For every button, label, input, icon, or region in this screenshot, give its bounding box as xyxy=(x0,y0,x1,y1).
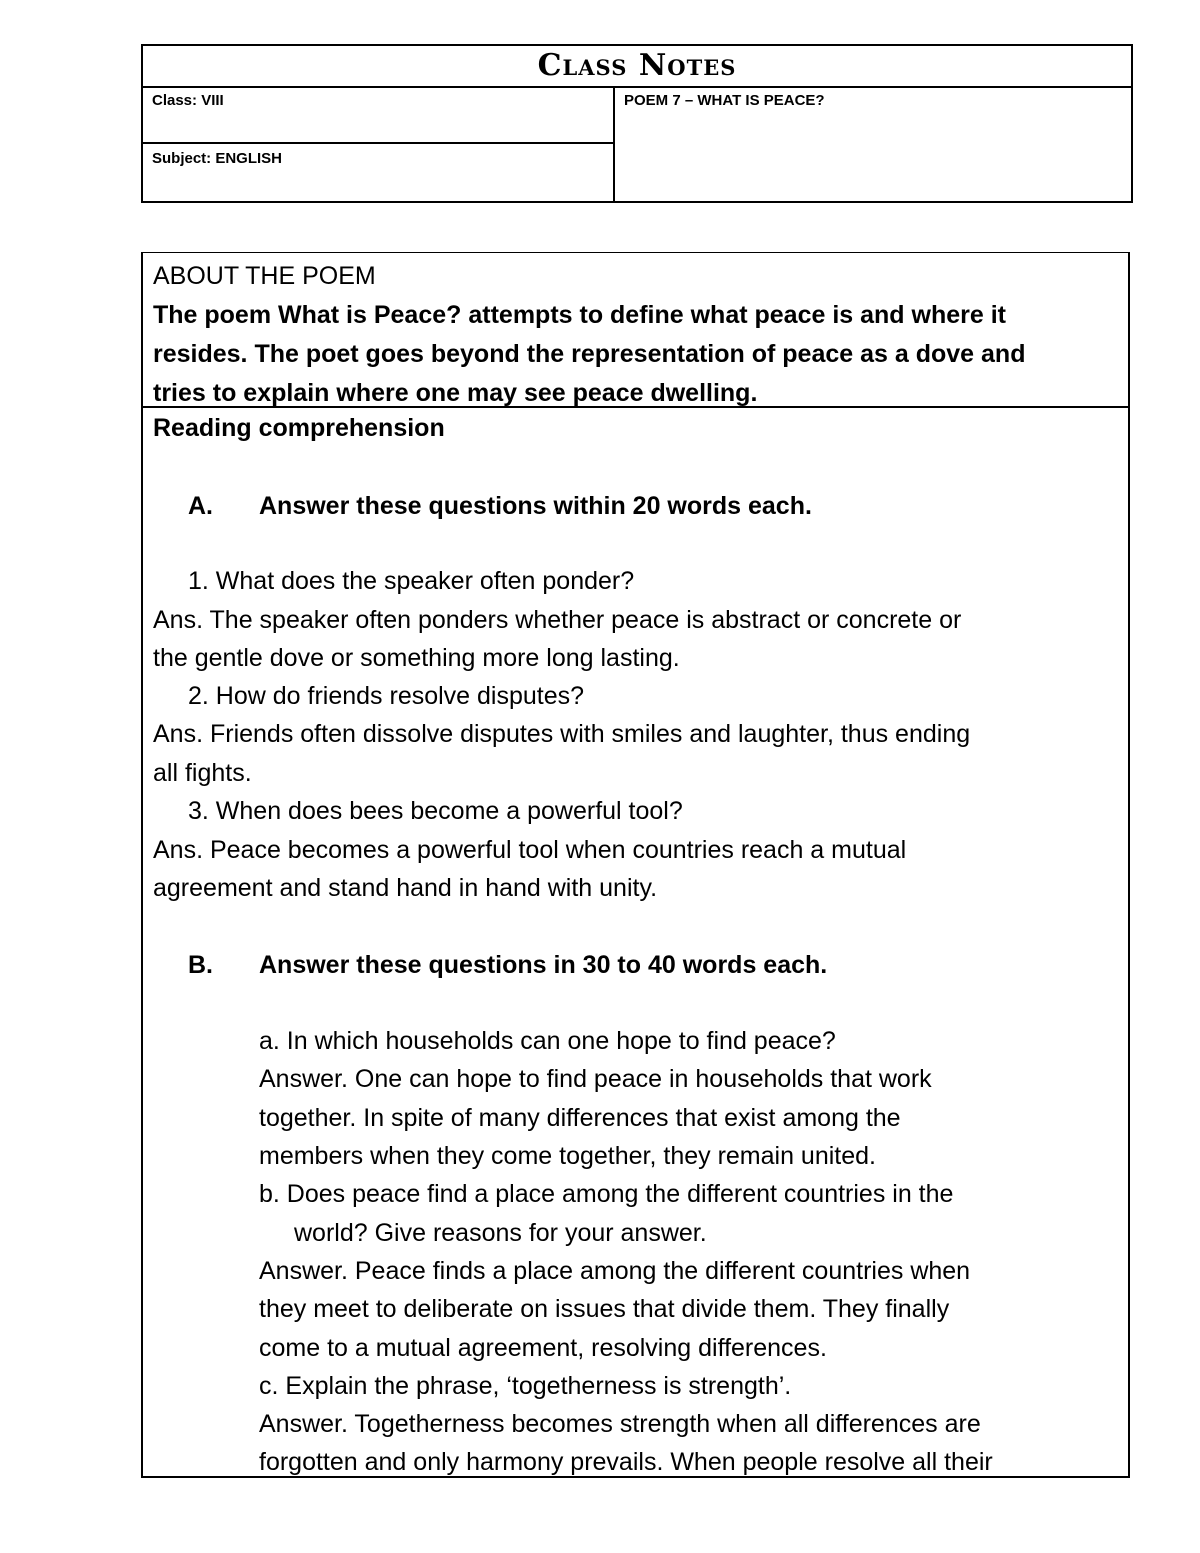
answer-line: Answer. Togetherness becomes strength when all differences are xyxy=(259,1410,981,1438)
answer-line: Answer. Peace finds a place among the different countries when xyxy=(259,1257,971,1285)
content-box xyxy=(141,252,1130,1478)
header-table xyxy=(141,44,1133,203)
about-line: tries to explain where one may see peace dwelling. xyxy=(153,379,758,407)
answer-line: they meet to deliberate on issues that divide them. They finally xyxy=(259,1295,950,1323)
section-a-title: Answer these questions within 20 words each. xyxy=(259,492,812,520)
about-line: The poem What is Peace? attempts to define what peace is and where it xyxy=(153,301,1006,329)
question-a1: 1. What does the speaker often ponder? xyxy=(188,567,635,595)
reading-heading: Reading comprehension xyxy=(153,414,445,442)
answer-line: all fights. xyxy=(153,759,252,787)
question-a2: 2. How do friends resolve disputes? xyxy=(188,682,585,710)
answer-line: the gentle dove or something more long lasting. xyxy=(153,644,680,672)
answer-line: Answer. One can hope to find peace in households that work xyxy=(259,1065,932,1093)
question-ba: a. In which households can one hope to find peace? xyxy=(259,1027,836,1055)
question-a3: 3. When does bees become a powerful tool? xyxy=(188,797,683,825)
answer-line: forgotten and only harmony prevails. When people resolve all their xyxy=(259,1448,993,1476)
about-line: resides. The poet goes beyond the representation of peace as a dove and xyxy=(153,340,1026,368)
answer-line: Ans. Friends often dissolve disputes with smiles and laughter, thus ending xyxy=(153,720,971,748)
answer-line: Ans. Peace becomes a powerful tool when countries reach a mutual xyxy=(153,836,907,864)
about-section xyxy=(143,253,1128,408)
answer-line: Ans. The speaker often ponders whether peace is abstract or concrete or xyxy=(153,606,962,634)
subject-cell: Subject: ENGLISH xyxy=(152,150,283,167)
poem-cell: POEM 7 – WHAT IS PEACE? xyxy=(613,86,1131,201)
page-title: Class Notes xyxy=(143,46,1131,88)
section-b-title: Answer these questions in 30 to 40 words each. xyxy=(259,951,828,979)
question-bb: b. Does peace find a place among the different countries in the xyxy=(259,1180,954,1208)
question-bb-cont: world? Give reasons for your answer. xyxy=(294,1219,707,1247)
answer-line: agreement and stand hand in hand with unity. xyxy=(153,874,658,902)
section-a-label: A. xyxy=(188,492,213,520)
answer-line: come to a mutual agreement, resolving differences. xyxy=(259,1334,827,1362)
question-bc: c. Explain the phrase, ‘togetherness is strength’. xyxy=(259,1372,792,1400)
answer-line: together. In spite of many differences that exist among the xyxy=(259,1104,901,1132)
about-heading: ABOUT THE POEM xyxy=(153,262,376,290)
section-b-label: B. xyxy=(188,951,213,979)
class-cell: Class: VIII xyxy=(143,86,613,144)
answer-line: members when they come together, they remain united. xyxy=(259,1142,876,1170)
